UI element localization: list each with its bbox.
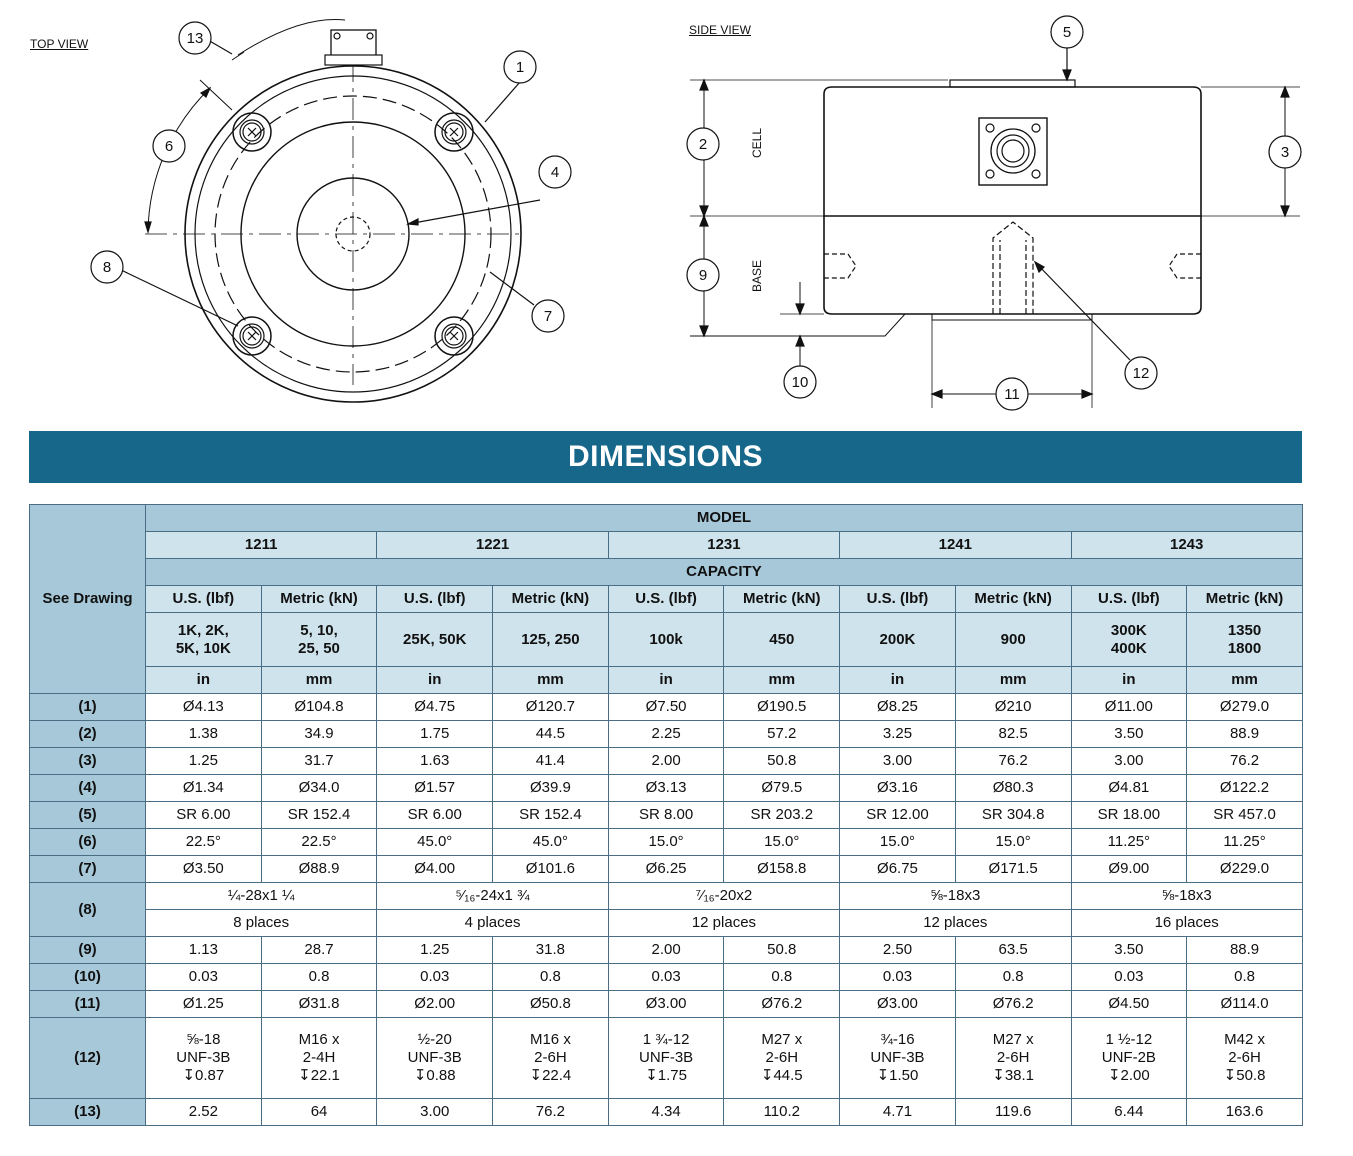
table-row [30,802,1303,829]
callout-4: 4 [550,164,560,181]
row-label: (4) [30,775,146,802]
dimension-value: Ø4.75 [377,694,493,721]
dimension-value: 63.5 [955,937,1071,964]
dimension-value: 44.5 [493,721,609,748]
length-unit: mm [1187,667,1303,694]
thread-spec: ⁷⁄₁₆-20x2 [608,883,839,910]
see-drawing-header: See Drawing [30,505,146,694]
table-row [30,505,1303,532]
dimension-value: 76.2 [493,1099,609,1126]
dimension-value: 2.00 [608,748,724,775]
table-row [30,883,1303,910]
dimension-value: 0.03 [1071,964,1187,991]
dimension-value: 64 [261,1099,377,1126]
row-label: (12) [30,1018,146,1099]
unit-header: U.S. (lbf) [146,586,262,613]
capacity-value: 300K 400K [1071,613,1187,667]
dimension-value: 6.44 [1071,1099,1187,1126]
dimension-value: Ø279.0 [1187,694,1303,721]
unit-header: Metric (kN) [724,586,840,613]
unit-header: U.S. (lbf) [840,586,956,613]
dimension-value: 57.2 [724,721,840,748]
callout-12: 12 [1132,365,1150,382]
top-view-drawing [121,19,540,402]
dimension-value: SR 6.00 [377,802,493,829]
dimension-value: Ø3.13 [608,775,724,802]
dimension-value: Ø6.25 [608,856,724,883]
dimension-value: SR 12.00 [840,802,956,829]
model-1211: 1211 [146,532,377,559]
dimension-value: Ø39.9 [493,775,609,802]
row-label: (2) [30,721,146,748]
bolt-top-left [233,113,271,151]
table-row [30,694,1303,721]
table-row [30,586,1303,613]
dimension-value: Ø101.6 [493,856,609,883]
unit-header: Metric (kN) [493,586,609,613]
thread-detail: M27 x 2-6H ↧38.1 [955,1018,1071,1099]
dimension-value: 34.9 [261,721,377,748]
table-row [30,721,1303,748]
bolt-top-right [435,113,473,151]
dimension-value: SR 152.4 [493,802,609,829]
dimension-value: 3.00 [840,748,956,775]
dimension-value: 31.8 [493,937,609,964]
callout-3: 3 [1280,144,1290,161]
dimension-value: 0.8 [493,964,609,991]
capacity-value: 1350 1800 [1187,613,1303,667]
dimension-value: Ø171.5 [955,856,1071,883]
dimension-value: 88.9 [1187,937,1303,964]
dimension-value: Ø229.0 [1187,856,1303,883]
length-unit: mm [493,667,609,694]
table-row [30,829,1303,856]
dimension-value: 76.2 [955,748,1071,775]
capacity-value: 25K, 50K [377,613,493,667]
table-row [30,748,1303,775]
dimension-value: 50.8 [724,748,840,775]
length-unit: mm [724,667,840,694]
dimension-value: 22.5° [146,829,262,856]
table-row [30,1099,1303,1126]
model-1231: 1231 [608,532,839,559]
dimension-value: Ø76.2 [724,991,840,1018]
dimension-value: Ø88.9 [261,856,377,883]
dimension-value: Ø190.5 [724,694,840,721]
dimensions-table [29,504,1303,1126]
dimension-value: 50.8 [724,937,840,964]
dimension-value: 22.5° [261,829,377,856]
dimension-value: Ø1.34 [146,775,262,802]
row-label: (6) [30,829,146,856]
dimension-value: Ø120.7 [493,694,609,721]
cell-label: CELL [750,127,764,158]
dimension-value: 45.0° [377,829,493,856]
unit-header: Metric (kN) [1187,586,1303,613]
dimension-value: 3.50 [1071,721,1187,748]
length-unit: in [146,667,262,694]
dimension-value: Ø3.50 [146,856,262,883]
dimension-value: 15.0° [955,829,1071,856]
dimension-value: 15.0° [724,829,840,856]
dimension-value: 2.50 [840,937,956,964]
table-row [30,667,1303,694]
dimension-value: SR 8.00 [608,802,724,829]
callout-circles [91,16,1301,410]
dimension-value: 1.75 [377,721,493,748]
dimension-value: Ø31.8 [261,991,377,1018]
dimension-value: 2.25 [608,721,724,748]
dimension-value: Ø4.81 [1071,775,1187,802]
length-unit: mm [955,667,1071,694]
dimension-value: 0.03 [608,964,724,991]
dimension-value: 0.03 [146,964,262,991]
thread-detail: 1 ¾-12 UNF-3B ↧1.75 [608,1018,724,1099]
callout-6: 6 [164,138,174,155]
dimension-value: 2.52 [146,1099,262,1126]
dimension-value: 1.25 [146,748,262,775]
unit-header: U.S. (lbf) [1071,586,1187,613]
dimension-value: Ø3.16 [840,775,956,802]
dimension-value: SR 152.4 [261,802,377,829]
dimension-value: 3.00 [377,1099,493,1126]
dimension-value: 163.6 [1187,1099,1303,1126]
callout-13: 13 [186,30,204,47]
dimension-value: 15.0° [840,829,956,856]
callout-5: 5 [1062,24,1072,41]
unit-header: U.S. (lbf) [608,586,724,613]
callout-7: 7 [543,308,553,325]
dimensions-banner: DIMENSIONS [29,431,1302,483]
row-label: (10) [30,964,146,991]
bolt-bottom-right [435,317,473,355]
unit-header: U.S. (lbf) [377,586,493,613]
dimension-value: 15.0° [608,829,724,856]
dimension-value: 4.34 [608,1099,724,1126]
thread-places: 12 places [608,910,839,937]
table-row [30,964,1303,991]
thread-places: 8 places [146,910,377,937]
dimension-value: SR 457.0 [1187,802,1303,829]
dimension-value: Ø79.5 [724,775,840,802]
thread-spec: ¼-28x1 ¼ [146,883,377,910]
model-1221: 1221 [377,532,608,559]
dimension-value: 3.25 [840,721,956,748]
dimension-value: 119.6 [955,1099,1071,1126]
thread-places: 4 places [377,910,608,937]
dimension-value: 0.8 [1187,964,1303,991]
top-view-label: TOP VIEW [30,37,89,51]
row-label: (8) [30,883,146,937]
dimension-value: Ø210 [955,694,1071,721]
row-label: (3) [30,748,146,775]
technical-drawing [0,0,1353,425]
thread-detail: ¾-16 UNF-3B ↧1.50 [840,1018,956,1099]
capacity-value: 200K [840,613,956,667]
dimension-value: 41.4 [493,748,609,775]
side-view-drawing [690,47,1300,408]
length-unit: in [1071,667,1187,694]
thread-detail: ⅝-18 UNF-3B ↧0.87 [146,1018,262,1099]
thread-detail: 1 ½-12 UNF-2B ↧2.00 [1071,1018,1187,1099]
row-label: (1) [30,694,146,721]
row-label: (9) [30,937,146,964]
dimension-value: Ø1.25 [146,991,262,1018]
dimension-value: 3.00 [1071,748,1187,775]
callout-1: 1 [515,59,525,76]
row-label: (7) [30,856,146,883]
dimension-value: Ø3.00 [840,991,956,1018]
dimension-value: 11.25° [1187,829,1303,856]
row-label: (13) [30,1099,146,1126]
dimension-value: 0.8 [724,964,840,991]
dimension-value: Ø4.50 [1071,991,1187,1018]
dimension-value: Ø104.8 [261,694,377,721]
dimension-value: 0.8 [261,964,377,991]
dimension-value: 3.50 [1071,937,1187,964]
model-1241: 1241 [840,532,1071,559]
dimension-value: 0.8 [955,964,1071,991]
thread-spec: ⅝-18x3 [1071,883,1302,910]
dimension-value: 0.03 [840,964,956,991]
capacity-value: 900 [955,613,1071,667]
row-label: (5) [30,802,146,829]
length-unit: in [608,667,724,694]
table-row [30,775,1303,802]
dimension-value: Ø50.8 [493,991,609,1018]
capacity-value: 100k [608,613,724,667]
dimension-value: Ø34.0 [261,775,377,802]
dimension-value: Ø9.00 [1071,856,1187,883]
dimension-value: 31.7 [261,748,377,775]
dimension-value: 4.71 [840,1099,956,1126]
length-unit: in [840,667,956,694]
dimension-value: Ø158.8 [724,856,840,883]
dimension-value: 11.25° [1071,829,1187,856]
dimension-value: 1.63 [377,748,493,775]
dimension-value: 2.00 [608,937,724,964]
dimension-value: 1.13 [146,937,262,964]
dimension-value: Ø4.00 [377,856,493,883]
dimension-value: 82.5 [955,721,1071,748]
table-row [30,559,1303,586]
dimension-value: SR 6.00 [146,802,262,829]
unit-header: Metric (kN) [955,586,1071,613]
unit-header: Metric (kN) [261,586,377,613]
side-view-label: SIDE VIEW [689,23,752,37]
thread-detail: M16 x 2-4H ↧22.1 [261,1018,377,1099]
dimension-value: Ø8.25 [840,694,956,721]
dimension-value: 1.38 [146,721,262,748]
bolt-bottom-left [233,317,271,355]
model-1243: 1243 [1071,532,1302,559]
dimension-value: Ø76.2 [955,991,1071,1018]
model-header: MODEL [146,505,1303,532]
thread-detail: M27 x 2-6H ↧44.5 [724,1018,840,1099]
dimension-value: 45.0° [493,829,609,856]
thread-places: 12 places [840,910,1071,937]
callout-10: 10 [791,374,809,391]
dimension-value: Ø4.13 [146,694,262,721]
dimension-value: 76.2 [1187,748,1303,775]
dimension-value: 1.25 [377,937,493,964]
length-unit: mm [261,667,377,694]
dimension-value: Ø3.00 [608,991,724,1018]
table-row [30,937,1303,964]
dimension-value: SR 304.8 [955,802,1071,829]
thread-places: 16 places [1071,910,1302,937]
thread-detail: M42 x 2-6H ↧50.8 [1187,1018,1303,1099]
length-unit: in [377,667,493,694]
callout-8: 8 [102,259,112,276]
dimension-value: Ø122.2 [1187,775,1303,802]
table-row [30,856,1303,883]
capacity-value: 450 [724,613,840,667]
base-label: BASE [750,259,764,292]
dimension-value: Ø6.75 [840,856,956,883]
dimension-value: Ø7.50 [608,694,724,721]
dimension-value: 88.9 [1187,721,1303,748]
thread-detail: ½-20 UNF-3B ↧0.88 [377,1018,493,1099]
callout-9: 9 [698,267,708,284]
dimension-value: Ø2.00 [377,991,493,1018]
table-row [30,613,1303,667]
row-label: (11) [30,991,146,1018]
callout-2: 2 [698,136,708,153]
table-row [30,991,1303,1018]
thread-spec: ⅝-18x3 [840,883,1071,910]
capacity-value: 5, 10, 25, 50 [261,613,377,667]
table-row [30,1018,1303,1099]
dimension-value: 28.7 [261,937,377,964]
dimension-value: SR 203.2 [724,802,840,829]
capacity-header: CAPACITY [146,559,1303,586]
dimension-value: Ø11.00 [1071,694,1187,721]
dimension-value: Ø114.0 [1187,991,1303,1018]
dimension-value: 110.2 [724,1099,840,1126]
dimension-value: Ø80.3 [955,775,1071,802]
callout-11: 11 [1004,386,1020,403]
dimension-value: SR 18.00 [1071,802,1187,829]
dimension-value: 0.03 [377,964,493,991]
table-row [30,532,1303,559]
table-row [30,910,1303,937]
thread-detail: M16 x 2-6H ↧22.4 [493,1018,609,1099]
thread-spec: ⁵⁄₁₆-24x1 ¾ [377,883,608,910]
capacity-value: 1K, 2K, 5K, 10K [146,613,262,667]
dimension-value: Ø1.57 [377,775,493,802]
capacity-value: 125, 250 [493,613,609,667]
